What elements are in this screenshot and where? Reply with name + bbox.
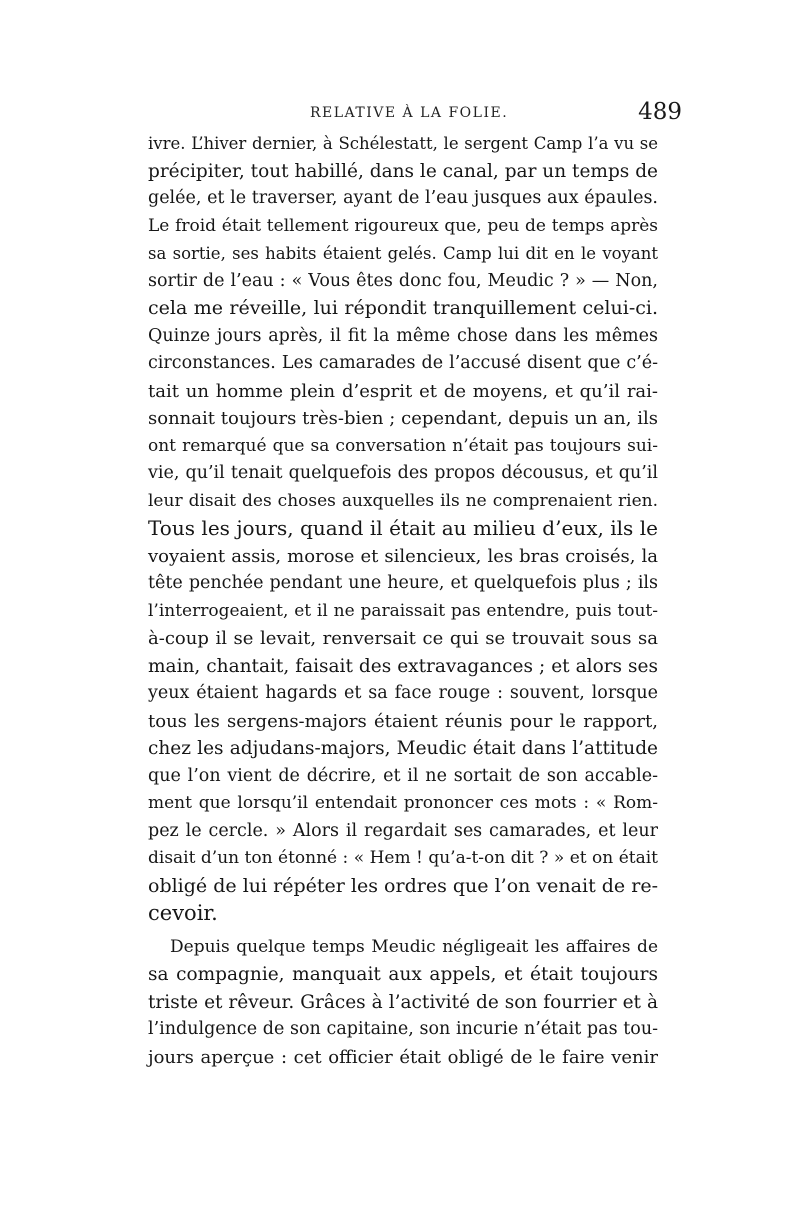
paragraph	[148, 130, 658, 928]
text-line: sa compagnie, manquait aux appels, et était toujours	[148, 964, 658, 985]
text-line: Tous les jours, quand il était au milieu d’eux, ils le	[148, 516, 658, 540]
text-line: sa sortie, ses habits étaient gelés. Camp lui dit en le voyant	[148, 244, 658, 263]
page-header	[258, 99, 688, 129]
text-line: tous les sergens-majors étaient réunis pour le rapport,	[148, 710, 658, 732]
text-line: sonnait toujours très-bien ; cependant, depuis un an, ils	[148, 408, 658, 429]
text-line: obligé de lui répéter les ordres que l’on venait de re-	[148, 874, 658, 897]
text-line: triste et rêveur. Grâces à l’activité de son fourrier et à	[148, 991, 658, 1013]
running-head: RELATIVE À LA FOLIE.	[310, 105, 509, 121]
text-line: cevoir.	[148, 901, 218, 925]
text-line: yeux étaient hagards et sa face rouge : souvent, lorsque	[148, 683, 658, 703]
text-line: tête penchée pendant une heure, et quelquefois plus ; ils	[148, 573, 658, 593]
text-line: Quinze jours après, il fit la même chose dans les mêmes	[148, 325, 658, 346]
text-line: disait d’un ton étonné : « Hem ! qu’a-t-on dit ? » et on était	[148, 848, 658, 868]
text-line: ivre. L’hiver dernier, à Schélestatt, le sergent Camp l’a vu se	[148, 134, 658, 153]
text-line: sortir de l’eau : « Vous êtes donc fou, Meudic ? » — Non,	[148, 270, 658, 291]
text-line: l’indulgence de son capitaine, son incurie n’était pas tou-	[148, 1019, 658, 1039]
text-line: ment que lorsqu’il entendait prononcer ces mots : « Rom-	[148, 793, 658, 813]
text-line: circonstances. Les camarades de l’accusé disent que c’é-	[148, 353, 658, 373]
text-line: tait un homme plein d’esprit et de moyens, et qu’il rai-	[148, 380, 658, 402]
page-number: 489	[638, 99, 682, 125]
text-line: chez les adjudans-majors, Meudic était dans l’attitude	[148, 738, 658, 759]
text-line: jours aperçue : cet officier était obligé de le faire venir	[148, 1046, 658, 1068]
text-line: que l’on vient de décrire, et il ne sortait de son accable-	[148, 765, 658, 786]
text-line: gelée, et le traverser, ayant de l’eau jusques aux épaules.	[148, 188, 658, 208]
text-line: voyaient assis, morose et silencieux, les bras croisés, la	[148, 545, 658, 567]
body-text	[148, 130, 658, 1071]
text-line: l’interrogeaient, et il ne paraissait pas entendre, puis tout-	[148, 600, 658, 621]
text-line: ont remarqué que sa conversation n’était pas toujours sui-	[148, 435, 658, 456]
text-line: main, chantait, faisait des extravagances ; et alors ses	[148, 655, 658, 677]
text-line: leur disait des choses auxquelles ils ne comprenaient rien.	[148, 490, 658, 511]
text-line: à-coup il se levait, renversait ce qui se trouvait sous sa	[148, 628, 658, 649]
text-line: Depuis quelque temps Meudic négligeait les affaires de	[170, 936, 658, 957]
paragraph	[148, 934, 658, 1072]
text-line: Le froid était tellement rigoureux que, peu de temps après	[148, 215, 658, 236]
text-line: pez le cercle. » Alors il regardait ses camarades, et leur	[148, 820, 658, 841]
text-line: cela me réveille, lui répondit tranquillement celui-ci.	[148, 297, 658, 319]
text-line: vie, qu’il tenait quelquefois des propos décousus, et qu’il	[148, 463, 658, 483]
text-line: précipiter, tout habillé, dans le canal, par un temps de	[148, 160, 658, 182]
